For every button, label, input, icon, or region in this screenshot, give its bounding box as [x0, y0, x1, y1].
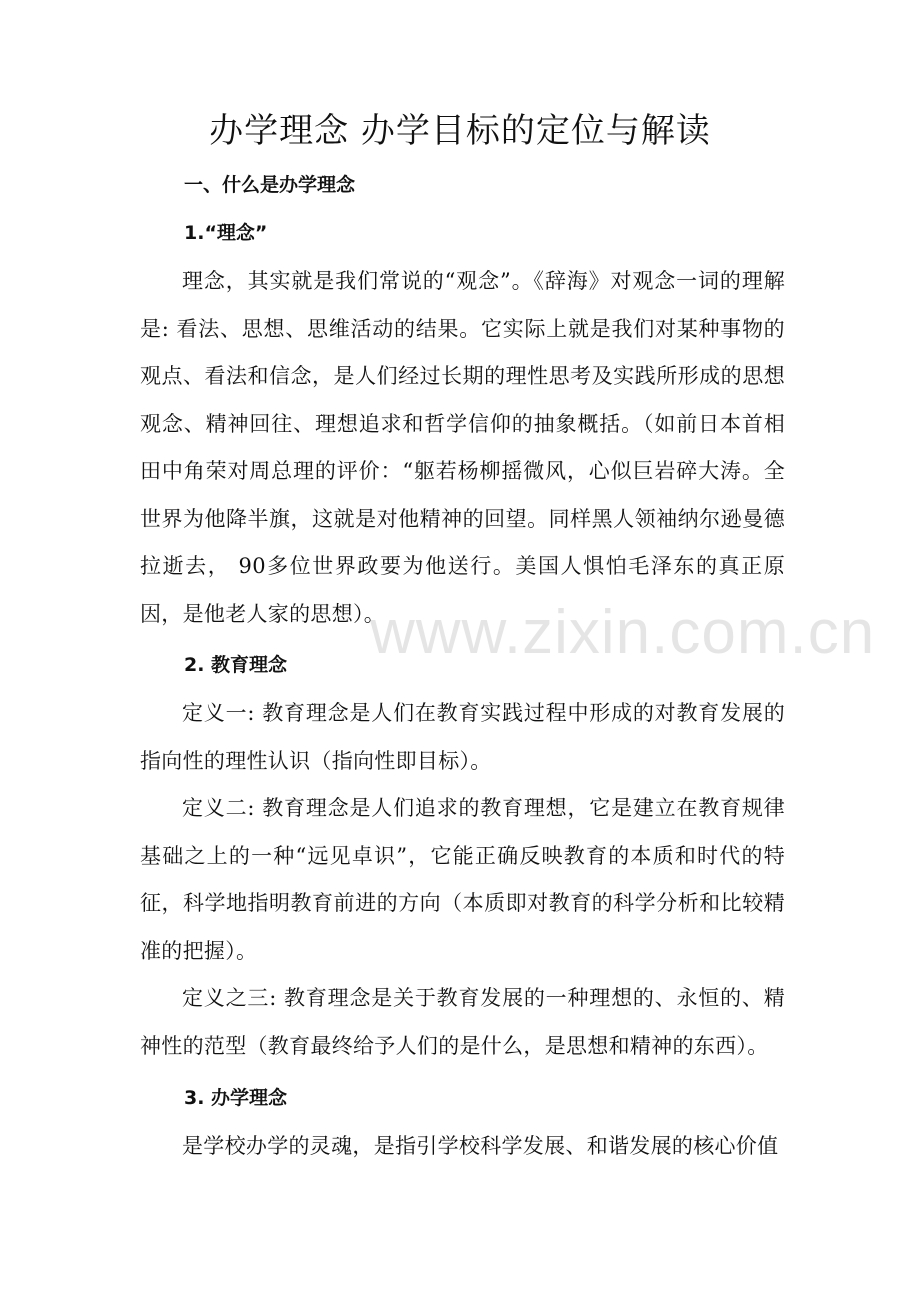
subheading-concept: 1.“理念”	[184, 222, 268, 244]
paragraph-definition-3: 定义之三: 教育理念是关于教育发展的一种理想的、永恒的、精神性的范型（教育最终给予人们的是什么，是思想和精神的东西）。	[140, 986, 785, 1058]
section-heading-what-is-philosophy: 一、什么是办学理念	[184, 174, 356, 196]
subheading-education-philosophy: 2. 教育理念	[184, 654, 288, 676]
paragraph-concept: 理念，其实就是我们常说的“观念”。《辞海》对观念一词的理解是: 看法、思想、思维活动的结果。它实际上就是我们对某种事物的观点、看法和信念，是人们经过长期的理性思考及实践所形成的思想观念、精神回往、理想追求和哲学信仰的抽象概括。（如前日本首相田中角荣对周总理的评价：“躯若杨柳摇微风，心似巨岩碎大涛。全世界为他降半旗，这就是对他精神的回望。同样黑人领袖纳尔逊曼德拉逝去， 90多位世界政要为他送行。美国人惧怕毛泽东的真正原因，是他老人家的思想）。	[140, 269, 785, 626]
paragraph-definition-2: 定义二: 教育理念是人们追求的教育理想，它是建立在教育规律基础之上的一种“远见卓识”，它能正确反映教育的本质和时代的特征，科学地指明教育前进的方向（本质即对教育的科学分析和比较精准的把握）。	[140, 796, 785, 963]
document-title: 办学理念 办学目标的定位与解读	[209, 111, 711, 151]
paragraph-school-philosophy: 是学校办学的灵魂，是指引学校科学发展、和谐发展的核心价值	[182, 1134, 779, 1158]
watermark: www.zixin.com.cn	[370, 598, 876, 667]
paragraph-definition-1: 定义一: 教育理念是人们在教育实践过程中形成的对教育发展的指向性的理性认识（指向性即目标）。	[140, 701, 785, 773]
subheading-school-philosophy: 3. 办学理念	[184, 1087, 288, 1109]
